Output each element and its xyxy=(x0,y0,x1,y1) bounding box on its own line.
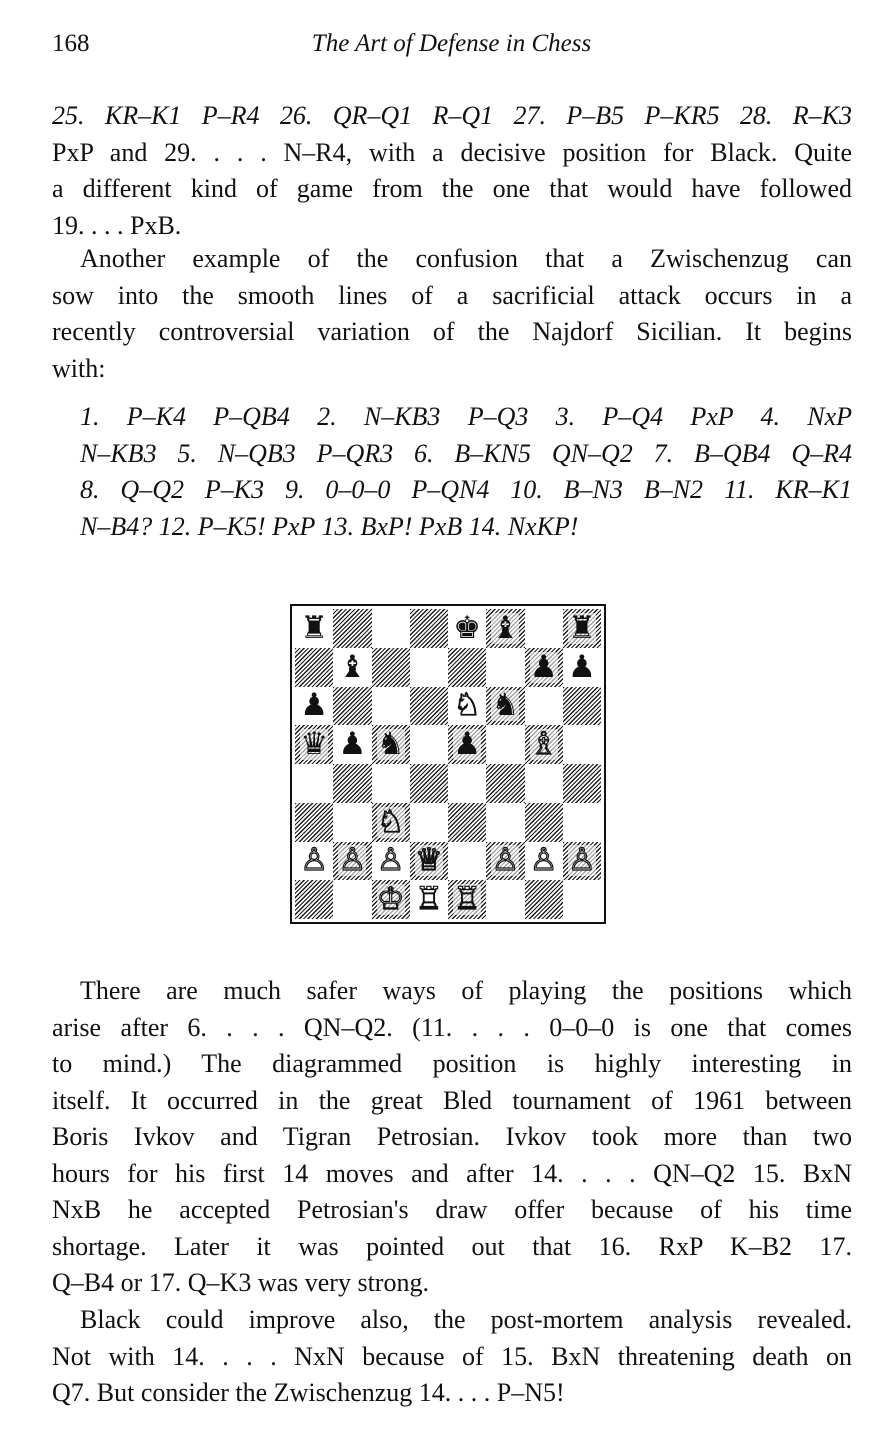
board-square xyxy=(486,687,524,726)
board-square xyxy=(448,648,486,687)
board-square xyxy=(525,687,563,726)
board-square xyxy=(372,764,410,803)
text-line: itself. It occurred in the great Bled tournament of 1961 between xyxy=(52,1085,852,1115)
board-square xyxy=(333,842,371,881)
board-square xyxy=(448,880,486,919)
chess-piece: ♗ xyxy=(529,726,558,763)
board-square xyxy=(525,648,563,687)
chess-piece: ♙ xyxy=(376,842,405,879)
chess-piece: ♟ xyxy=(300,687,329,724)
board-square xyxy=(295,842,333,881)
running-header xyxy=(52,30,851,66)
text-line: Q–B4 or 17. Q–K3 was very strong. xyxy=(52,1268,429,1297)
board-square xyxy=(525,803,563,842)
board-square xyxy=(295,764,333,803)
board-square xyxy=(333,648,371,687)
chess-piece: ♙ xyxy=(529,842,558,879)
board-square xyxy=(448,725,486,764)
board-square xyxy=(372,842,410,881)
board-square xyxy=(563,725,601,764)
chess-diagram xyxy=(290,604,610,928)
chess-piece: ♛ xyxy=(300,726,329,763)
board-square xyxy=(295,609,333,648)
paragraph-post-mortem xyxy=(52,1302,852,1412)
board-square xyxy=(372,880,410,919)
board-square xyxy=(486,880,524,919)
board-square xyxy=(525,725,563,764)
chess-board xyxy=(295,609,601,919)
chess-piece: ♜ xyxy=(300,609,329,646)
text-line: with: xyxy=(52,353,106,383)
chess-piece: ♙ xyxy=(300,842,329,879)
chess-piece: ♞ xyxy=(376,726,405,763)
board-square xyxy=(295,803,333,842)
paragraph-zwischenzug-example xyxy=(52,241,852,387)
board-square xyxy=(486,764,524,803)
chess-piece: ♕ xyxy=(414,842,443,879)
text-line: hours for his first 14 moves and after 14. . . . QN–Q2 15. BxN xyxy=(52,1158,852,1188)
chess-piece: ♙ xyxy=(338,842,367,879)
move-line: N–B4? 12. P–K5! PxP 13. BxP! PxB 14. NxKP! xyxy=(80,511,579,541)
text-line: There are much safer ways of playing the positions which xyxy=(80,976,852,1005)
board-square xyxy=(486,609,524,648)
chess-piece: ♟ xyxy=(338,726,367,763)
running-title: The Art of Defense in Chess xyxy=(311,30,592,57)
paragraph-continuation xyxy=(52,98,852,244)
chess-piece: ♝ xyxy=(338,648,367,685)
chess-piece: ♙ xyxy=(491,842,520,879)
board-square xyxy=(333,803,371,842)
move-line: 1. P–K4 P–QB4 2. N–KB3 P–Q3 3. P–Q4 PxP 4. NxP xyxy=(80,402,852,431)
text-line: recently controversial variation of the Najdorf Sicilian. It begins xyxy=(52,317,852,346)
board-square xyxy=(410,687,448,726)
text-line: PxP and 29. . . . N–R4, with a decisive position for Black. Quite xyxy=(52,137,852,167)
board-square xyxy=(333,764,371,803)
board-square xyxy=(563,764,601,803)
board-square xyxy=(486,725,524,764)
board-square xyxy=(563,803,601,842)
chess-piece: ♚ xyxy=(453,609,482,646)
board-square xyxy=(410,764,448,803)
chess-piece: ♟ xyxy=(453,726,482,763)
chess-piece: ♝ xyxy=(491,609,520,646)
chess-piece: ♜ xyxy=(567,609,596,646)
board-square xyxy=(525,880,563,919)
paragraph-analysis xyxy=(52,973,852,1302)
move-sequence xyxy=(80,399,852,545)
board-square xyxy=(410,648,448,687)
board-square xyxy=(486,803,524,842)
chess-piece: ♘ xyxy=(453,687,482,724)
board-square xyxy=(333,725,371,764)
text-line: Not with 14. . . . NxN because of 15. BxN threatening death on xyxy=(52,1341,852,1371)
chess-piece: ♟ xyxy=(529,648,558,685)
board-square xyxy=(295,725,333,764)
board-square xyxy=(372,803,410,842)
chess-piece: ♔ xyxy=(376,881,405,918)
board-square xyxy=(448,842,486,881)
chess-piece: ♖ xyxy=(453,881,482,918)
text-line: to mind.) The diagrammed position is highly interesting in xyxy=(52,1049,852,1078)
board-square xyxy=(448,609,486,648)
board-square xyxy=(525,842,563,881)
board-square xyxy=(333,609,371,648)
board-square xyxy=(410,880,448,919)
text-line: arise after 6. . . . QN–Q2. (11. . . . 0–0–0 is one that comes xyxy=(52,1012,852,1042)
board-square xyxy=(410,803,448,842)
chess-piece: ♞ xyxy=(491,687,520,724)
board-square xyxy=(563,687,601,726)
board-square xyxy=(525,609,563,648)
text-line: NxB he accepted Petrosian's draw offer because of his time xyxy=(52,1195,852,1224)
board-square xyxy=(410,842,448,881)
board-square xyxy=(295,880,333,919)
text-line: 25. KR–K1 P–R4 26. QR–Q1 R–Q1 27. P–B5 P–KR5 28. R–K3 xyxy=(52,101,852,130)
text-line: shortage. Later it was pointed out that 16. RxP K–B2 17. xyxy=(52,1231,852,1261)
board-square xyxy=(563,609,601,648)
board-square xyxy=(372,609,410,648)
page-number: 168 xyxy=(52,30,90,57)
board-square xyxy=(486,842,524,881)
board-square xyxy=(486,648,524,687)
board-square xyxy=(525,764,563,803)
text-line: Another example of the confusion that a Zwischenzug can xyxy=(80,244,852,273)
chess-piece: ♟ xyxy=(567,648,596,685)
text-line: Black could improve also, the post-mortem analysis revealed. xyxy=(80,1305,852,1334)
board-square xyxy=(448,687,486,726)
board-square xyxy=(410,609,448,648)
board-square xyxy=(563,880,601,919)
board-square xyxy=(563,842,601,881)
board-square xyxy=(448,764,486,803)
text-line: Q7. But consider the Zwischenzug 14. . . . P–N5! xyxy=(52,1378,565,1407)
board-square xyxy=(410,725,448,764)
board-square xyxy=(295,687,333,726)
text-line: Boris Ivkov and Tigran Petrosian. Ivkov took more than two xyxy=(52,1122,852,1151)
chess-piece: ♖ xyxy=(414,881,443,918)
chess-piece: ♘ xyxy=(376,803,405,840)
text-line: a different kind of game from the one that would have followed xyxy=(52,174,852,203)
board-square xyxy=(372,725,410,764)
board-square xyxy=(372,648,410,687)
board-square xyxy=(333,687,371,726)
board-square xyxy=(563,648,601,687)
board-square xyxy=(333,880,371,919)
text-line: sow into the smooth lines of a sacrificial attack occurs in a xyxy=(52,280,852,310)
board-square xyxy=(372,687,410,726)
move-line: N–KB3 5. N–QB3 P–QR3 6. B–KN5 QN–Q2 7. B–QB4 Q–R4 xyxy=(80,438,852,468)
board-square xyxy=(448,803,486,842)
move-line: 8. Q–Q2 P–K3 9. 0–0–0 P–QN4 10. B–N3 B–N2 11. KR–K1 xyxy=(80,475,852,504)
text-line: 19. . . . PxB. xyxy=(52,210,182,240)
chess-piece: ♙ xyxy=(567,842,596,879)
board-square xyxy=(295,648,333,687)
